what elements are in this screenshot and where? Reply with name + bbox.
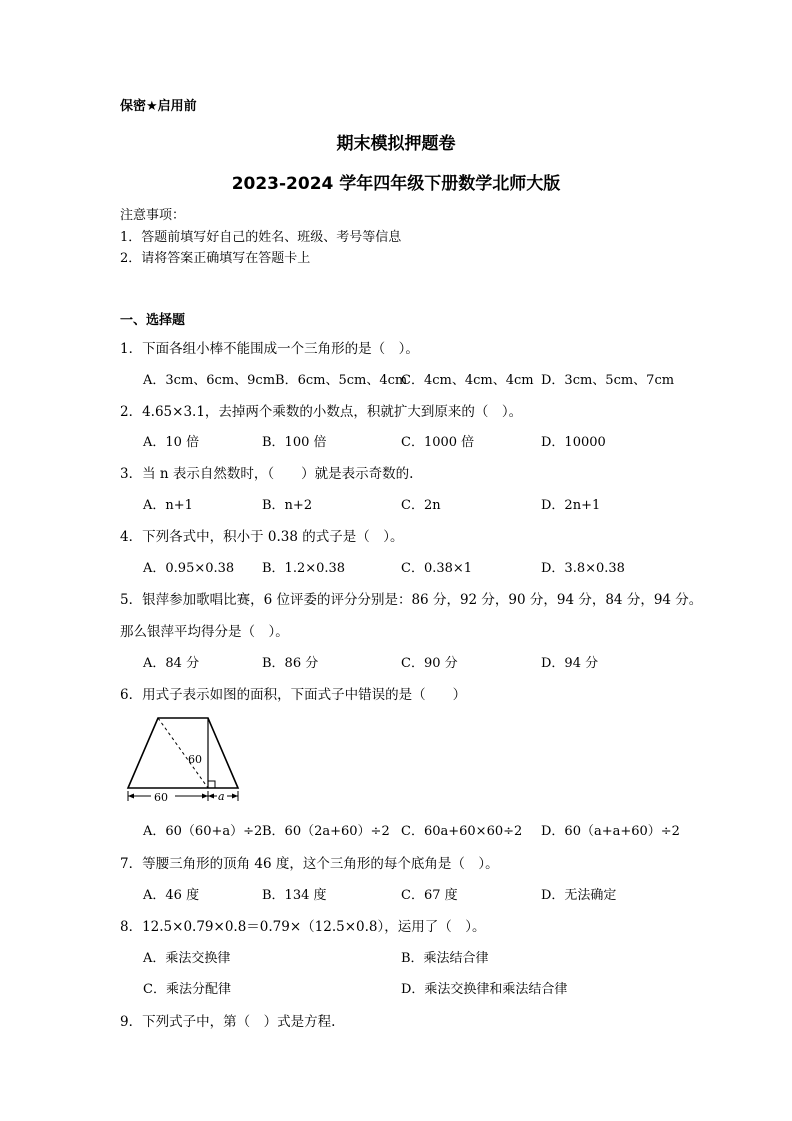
question-4-option-d: D．3.8×0.38: [541, 561, 625, 576]
notes-label: 注意事项：: [120, 208, 186, 223]
question-3-stem: 3．当 n 表示自然数时，（ ）就是表示奇数的.: [120, 466, 414, 482]
question-5-option-d: D．94 分: [541, 656, 599, 671]
question-2-option-c: C．1000 倍: [401, 435, 475, 450]
question-2-option-d: D．10000: [541, 435, 606, 450]
question-4-stem: 4．下列各式中，积小于 0.38 的式子是（ ）。: [120, 529, 404, 545]
question-2-option-a: A．10 倍: [143, 435, 200, 450]
question-5-option-c: C．90 分: [401, 656, 458, 671]
question-2-stem: 2．4.65×3.1，去掉两个乘数的小数点，积就扩大到原来的（ ）。: [120, 404, 523, 420]
note-item-2: 2．请将答案正确填写在答题卡上: [120, 251, 311, 266]
question-5-option-a: A．84 分: [143, 656, 200, 671]
question-8-stem: 8．12.5×0.79×0.8＝0.79×（12.5×0.8），运用了（ ）。: [120, 919, 486, 935]
question-7-option-c: C．67 度: [401, 888, 458, 903]
question-8-option-d: D．乘法交换律和乘法结合律: [401, 982, 568, 997]
question-4-option-c: C．0.38×1: [401, 561, 473, 576]
question-3-option-c: C．2n: [401, 498, 441, 513]
question-7-option-b: B．134 度: [262, 888, 327, 903]
trapezoid-figure: [118, 712, 248, 804]
note-item-1: 1．答题前填写好自己的姓名、班级、考号等信息: [120, 230, 402, 245]
question-3-option-a: A．n+1: [143, 498, 193, 513]
question-7-option-d: D．无法确定: [541, 888, 617, 903]
question-2-option-b: B．100 倍: [262, 435, 327, 450]
question-3-option-b: B．n+2: [262, 498, 313, 513]
section-heading-choice: 一、选择题: [120, 313, 186, 328]
question-1-option-c: C．4cm、4cm、4cm: [401, 373, 534, 388]
question-9-stem: 9．下列式子中，第（ ）式是方程.: [120, 1014, 336, 1030]
question-1-option-d: D．3cm、5cm、7cm: [541, 373, 675, 388]
question-5-stem-continued: 那么银萍平均得分是（ ）。: [120, 624, 289, 640]
question-4-option-a: A．0.95×0.38: [143, 561, 235, 576]
figure-height-label: 60: [188, 753, 202, 766]
question-6-stem: 6．用式子表示如图的面积，下面式子中错误的是（ ）: [120, 687, 467, 703]
question-6-option-d: D．60（a+a+60）÷2: [541, 824, 680, 839]
question-5-option-b: B．86 分: [262, 656, 319, 671]
question-3-option-d: D．2n+1: [541, 498, 601, 513]
question-5-stem: 5．银萍参加歌唱比赛，6 位评委的评分分别是：86 分，92 分，90 分，94 分，84 分，94 分。: [120, 592, 703, 608]
question-1-option-ab: A．3cm、6cm、9cmB．6cm、5cm、4cm: [143, 373, 408, 388]
question-6-option-c: C．60a+60×60÷2: [401, 824, 523, 839]
page-title: 期末模拟押题卷: [336, 134, 456, 154]
figure-base-label: 60: [154, 791, 168, 804]
question-7-option-a: A．46 度: [143, 888, 200, 903]
question-8-option-c: C．乘法分配律: [143, 982, 231, 997]
confidential-label: 保密★启用前: [120, 99, 197, 114]
question-1-stem: 1．下面各组小棒不能围成一个三角形的是（ ）。: [120, 341, 419, 357]
question-7-stem: 7．等腰三角形的顶角 46 度，这个三角形的每个底角是（ ）。: [120, 856, 499, 872]
question-6-option-a: A．60（60+a）÷2: [143, 824, 263, 839]
question-8-option-a: A．乘法交换律: [143, 951, 231, 966]
question-8-option-b: B．乘法结合律: [401, 951, 489, 966]
question-6-option-b: B．60（2a+60）÷2: [262, 824, 390, 839]
question-4-option-b: B．1.2×0.38: [262, 561, 346, 576]
page-subtitle: 2023-2024 学年四年级下册数学北师大版: [231, 174, 561, 194]
figure-a-label: a: [218, 790, 225, 803]
